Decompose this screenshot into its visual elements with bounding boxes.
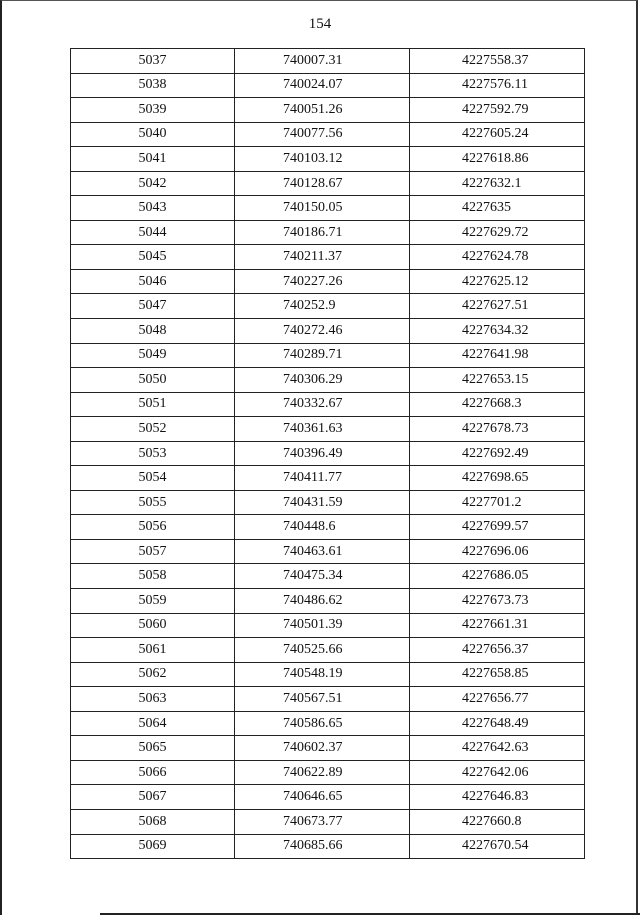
table-row: [71, 147, 585, 172]
x-coordinate-cell: 740411.77: [235, 466, 410, 491]
x-coordinate-cell: 740567.51: [235, 687, 410, 712]
table-row: [71, 638, 585, 663]
y-coordinate-cell: 4227656.77: [410, 687, 585, 712]
y-coordinate-cell: 4227656.37: [410, 638, 585, 663]
y-coordinate-cell: 4227661.31: [410, 613, 585, 638]
table-row: [71, 171, 585, 196]
point-id-cell: 5058: [71, 564, 235, 589]
table-row: [71, 122, 585, 147]
table-row: [71, 196, 585, 221]
y-coordinate-cell: 4227678.73: [410, 417, 585, 442]
point-id-cell: 5047: [71, 294, 235, 319]
table-row: [71, 589, 585, 614]
y-coordinate-cell: 4227642.63: [410, 736, 585, 761]
page-number: 154: [308, 16, 332, 32]
table-row: [71, 343, 585, 368]
table-row: [71, 73, 585, 98]
point-id-cell: 5062: [71, 662, 235, 687]
x-coordinate-cell: 740211.37: [235, 245, 410, 270]
table-row: [71, 417, 585, 442]
y-coordinate-cell: 4227648.49: [410, 711, 585, 736]
point-id-cell: 5039: [71, 98, 235, 123]
point-id-cell: 5041: [71, 147, 235, 172]
point-id-cell: 5050: [71, 368, 235, 393]
table-row: [71, 564, 585, 589]
point-id-cell: 5053: [71, 441, 235, 466]
x-coordinate-cell: 740150.05: [235, 196, 410, 221]
coordinate-table: [70, 48, 585, 859]
x-coordinate-cell: 740289.71: [235, 343, 410, 368]
x-coordinate-cell: 740332.67: [235, 392, 410, 417]
table-row: [71, 319, 585, 344]
table-row: [71, 711, 585, 736]
y-coordinate-cell: 4227696.06: [410, 539, 585, 564]
y-coordinate-cell: 4227701.2: [410, 490, 585, 515]
x-coordinate-cell: 740602.37: [235, 736, 410, 761]
point-id-cell: 5038: [71, 73, 235, 98]
x-coordinate-cell: 740586.65: [235, 711, 410, 736]
point-id-cell: 5037: [71, 49, 235, 74]
y-coordinate-cell: 4227646.83: [410, 785, 585, 810]
x-coordinate-cell: 740128.67: [235, 171, 410, 196]
point-id-cell: 5055: [71, 490, 235, 515]
y-coordinate-cell: 4227658.85: [410, 662, 585, 687]
table-row: [71, 613, 585, 638]
point-id-cell: 5059: [71, 589, 235, 614]
table-row: [71, 294, 585, 319]
y-coordinate-cell: 4227632.1: [410, 171, 585, 196]
point-id-cell: 5065: [71, 736, 235, 761]
point-id-cell: 5067: [71, 785, 235, 810]
y-coordinate-cell: 4227670.54: [410, 834, 585, 859]
table-row: [71, 834, 585, 859]
point-id-cell: 5042: [71, 171, 235, 196]
point-id-cell: 5054: [71, 466, 235, 491]
x-coordinate-cell: 740475.34: [235, 564, 410, 589]
point-id-cell: 5061: [71, 638, 235, 663]
point-id-cell: 5069: [71, 834, 235, 859]
x-coordinate-cell: 740361.63: [235, 417, 410, 442]
point-id-cell: 5057: [71, 539, 235, 564]
point-id-cell: 5044: [71, 220, 235, 245]
y-coordinate-cell: 4227641.98: [410, 343, 585, 368]
point-id-cell: 5040: [71, 122, 235, 147]
y-coordinate-cell: 4227627.51: [410, 294, 585, 319]
y-coordinate-cell: 4227686.05: [410, 564, 585, 589]
table-row: [71, 490, 585, 515]
x-coordinate-cell: 740448.6: [235, 515, 410, 540]
point-id-cell: 5056: [71, 515, 235, 540]
x-coordinate-cell: 740396.49: [235, 441, 410, 466]
x-coordinate-cell: 740501.39: [235, 613, 410, 638]
y-coordinate-cell: 4227576.11: [410, 73, 585, 98]
x-coordinate-cell: 740077.56: [235, 122, 410, 147]
point-id-cell: 5043: [71, 196, 235, 221]
x-coordinate-cell: 740525.66: [235, 638, 410, 663]
x-coordinate-cell: 740103.12: [235, 147, 410, 172]
table-row: [71, 736, 585, 761]
x-coordinate-cell: 740431.59: [235, 490, 410, 515]
point-id-cell: 5048: [71, 319, 235, 344]
point-id-cell: 5052: [71, 417, 235, 442]
x-coordinate-cell: 740685.66: [235, 834, 410, 859]
table-row: [71, 368, 585, 393]
y-coordinate-cell: 4227699.57: [410, 515, 585, 540]
y-coordinate-cell: 4227629.72: [410, 220, 585, 245]
point-id-cell: 5045: [71, 245, 235, 270]
table-row: [71, 466, 585, 491]
table-row: [71, 49, 585, 74]
table-row: [71, 785, 585, 810]
table-row: [71, 687, 585, 712]
bottom-rule: [100, 913, 640, 915]
table-row: [71, 245, 585, 270]
x-coordinate-cell: 740007.31: [235, 49, 410, 74]
table-row: [71, 515, 585, 540]
y-coordinate-cell: 4227592.79: [410, 98, 585, 123]
y-coordinate-cell: 4227698.65: [410, 466, 585, 491]
y-coordinate-cell: 4227605.24: [410, 122, 585, 147]
x-coordinate-cell: 740186.71: [235, 220, 410, 245]
y-coordinate-cell: 4227624.78: [410, 245, 585, 270]
table-row: [71, 269, 585, 294]
y-coordinate-cell: 4227642.06: [410, 760, 585, 785]
x-coordinate-cell: 740463.61: [235, 539, 410, 564]
point-id-cell: 5049: [71, 343, 235, 368]
x-coordinate-cell: 740024.07: [235, 73, 410, 98]
x-coordinate-cell: 740486.62: [235, 589, 410, 614]
coordinate-table-body: [71, 49, 585, 859]
point-id-cell: 5051: [71, 392, 235, 417]
x-coordinate-cell: 740227.26: [235, 269, 410, 294]
point-id-cell: 5064: [71, 711, 235, 736]
y-coordinate-cell: 4227692.49: [410, 441, 585, 466]
y-coordinate-cell: 4227668.3: [410, 392, 585, 417]
point-id-cell: 5060: [71, 613, 235, 638]
table-row: [71, 809, 585, 834]
x-coordinate-cell: 740673.77: [235, 809, 410, 834]
x-coordinate-cell: 740306.29: [235, 368, 410, 393]
table-row: [71, 662, 585, 687]
y-coordinate-cell: 4227558.37: [410, 49, 585, 74]
table-row: [71, 539, 585, 564]
y-coordinate-cell: 4227660.8: [410, 809, 585, 834]
x-coordinate-cell: 740622.89: [235, 760, 410, 785]
point-id-cell: 5046: [71, 269, 235, 294]
table-row: [71, 220, 585, 245]
y-coordinate-cell: 4227618.86: [410, 147, 585, 172]
point-id-cell: 5066: [71, 760, 235, 785]
y-coordinate-cell: 4227625.12: [410, 269, 585, 294]
x-coordinate-cell: 740548.19: [235, 662, 410, 687]
table-row: [71, 98, 585, 123]
point-id-cell: 5068: [71, 809, 235, 834]
x-coordinate-cell: 740272.46: [235, 319, 410, 344]
point-id-cell: 5063: [71, 687, 235, 712]
table-row: [71, 392, 585, 417]
y-coordinate-cell: 4227634.32: [410, 319, 585, 344]
x-coordinate-cell: 740252.9: [235, 294, 410, 319]
x-coordinate-cell: 740051.26: [235, 98, 410, 123]
table-row: [71, 760, 585, 785]
y-coordinate-cell: 4227635: [410, 196, 585, 221]
y-coordinate-cell: 4227653.15: [410, 368, 585, 393]
y-coordinate-cell: 4227673.73: [410, 589, 585, 614]
x-coordinate-cell: 740646.65: [235, 785, 410, 810]
table-row: [71, 441, 585, 466]
